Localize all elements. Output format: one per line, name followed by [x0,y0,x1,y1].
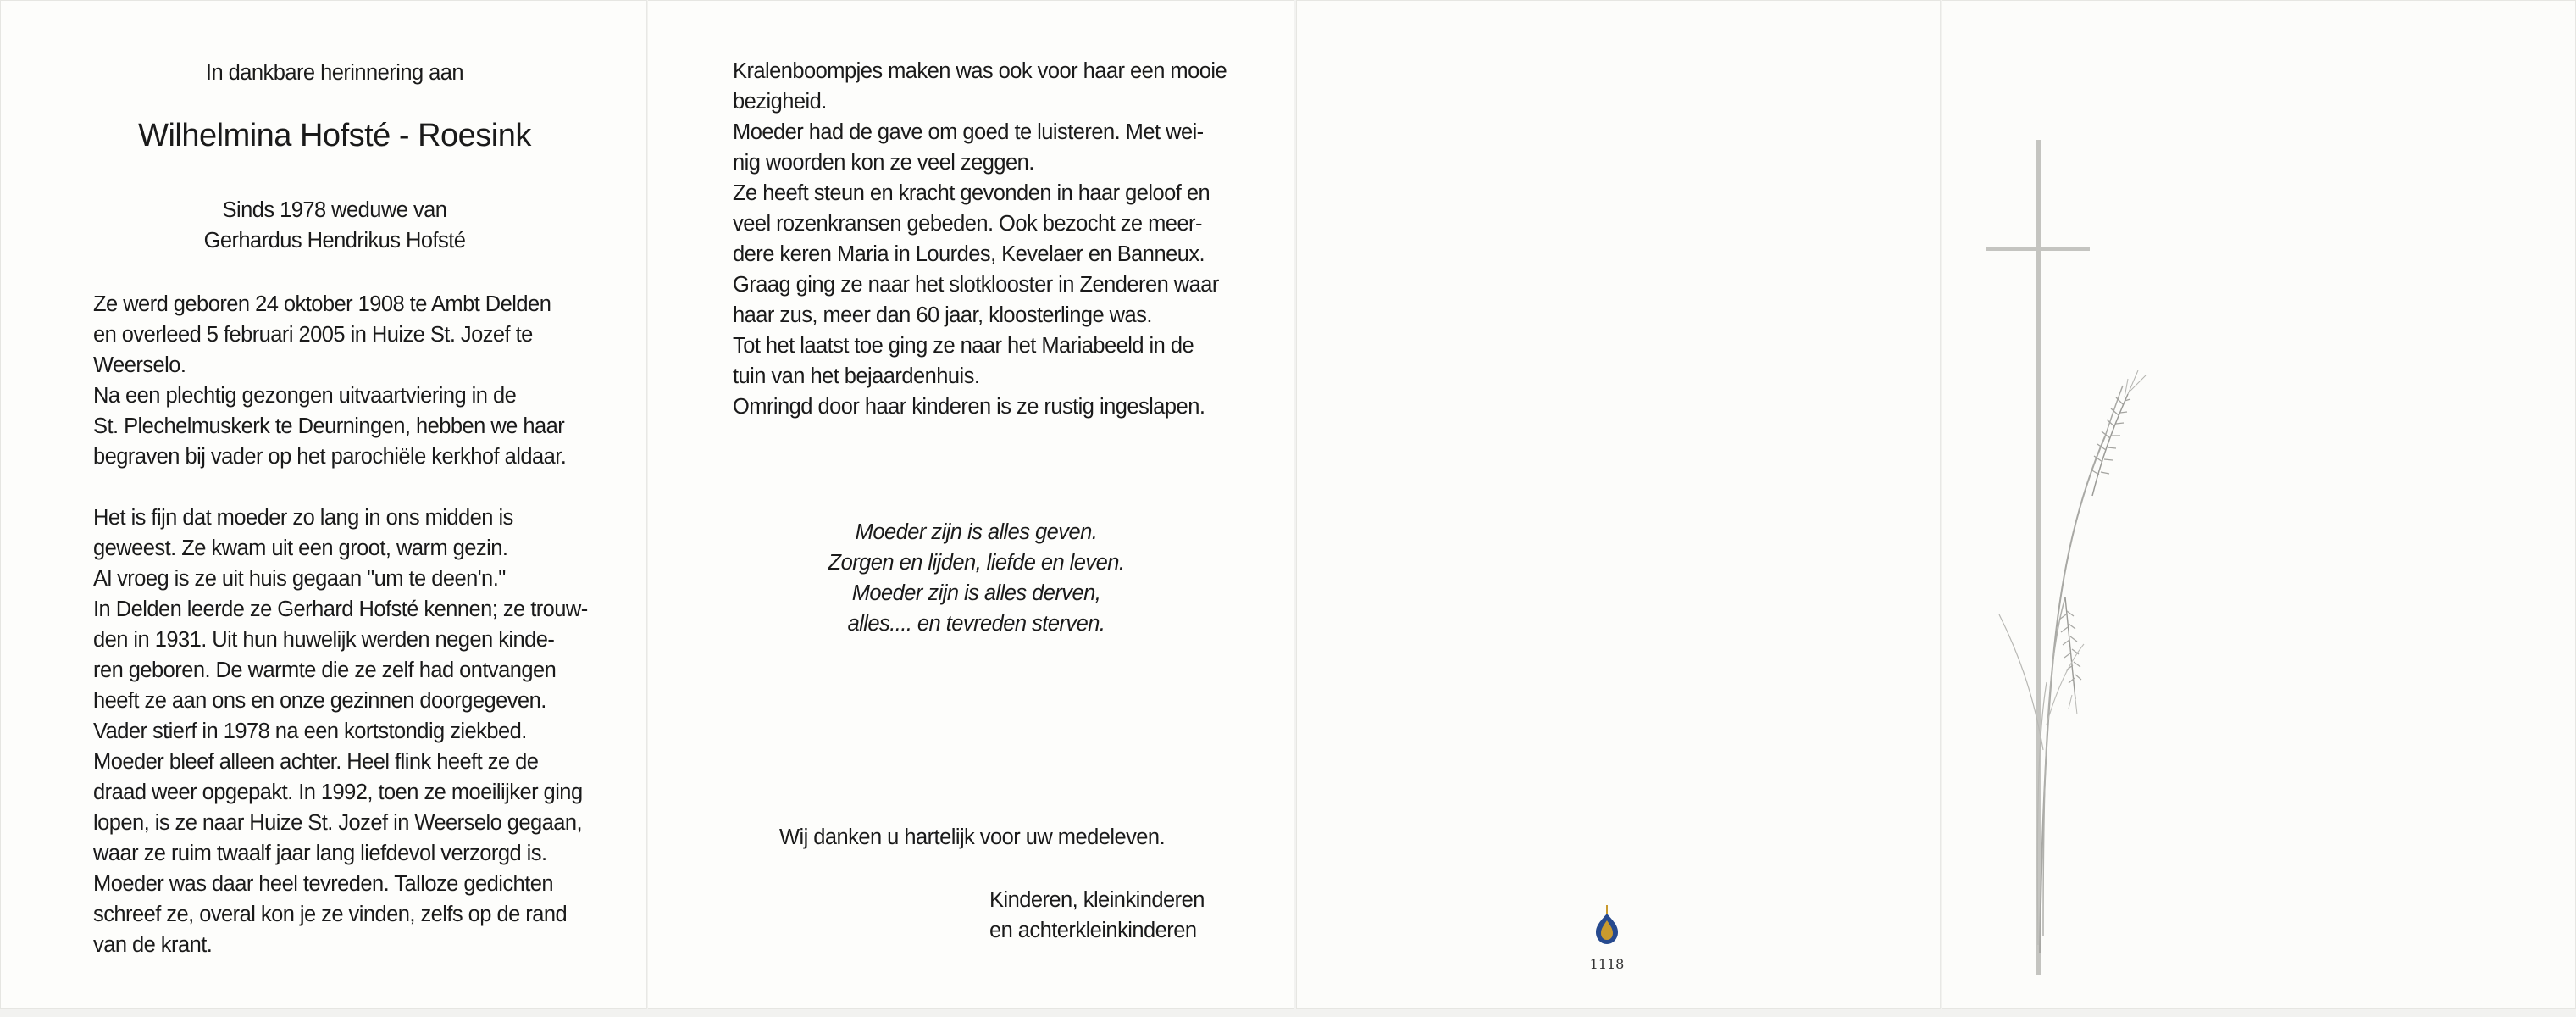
text-line: tuin van het bejaardenhuis. [733,364,980,388]
text-line: bezigheid. [733,90,827,114]
text-line: geweest. Ze kwam uit een groot, warm gezin. [93,536,508,560]
text-line: en overleed 5 februari 2005 in Huize St. Jozef te [93,323,533,347]
widow-line: Sinds 1978 weduwe van [222,198,447,222]
poem-line: Moeder zijn is alles derven, [851,581,1101,605]
text-line: Tot het laatst toe ging ze naar het Mariabeeld in de [733,334,1194,358]
text-line: draad weer opgepakt. In 1992, toen ze moeilijker ging [93,781,583,804]
text-line: Al vroeg is ze uit huis gegaan "um te deen'n." [93,567,506,591]
text-line: Ze werd geboren 24 oktober 1908 te Ambt Delden [93,292,551,316]
fold-line-inner [646,0,648,1009]
text-line: van de krant. [93,933,213,957]
text-line: In Delden leerde ze Gerhard Hofsté kennen; ze trouw- [93,597,588,621]
drop-logo-icon [1594,905,1620,946]
memorial-header: In dankbare herinnering aan [205,61,464,85]
print-number: 1118 [1589,956,1625,972]
text-line: Het is fijn dat moeder zo lang in ons midden is [93,506,513,530]
text-line: waar ze ruim twaalf jaar lang liefdevol verzorgd is. [93,842,547,865]
poem-line: Zorgen en lijden, liefde en leven. [828,551,1125,575]
widow-line: Gerhardus Hendrikus Hofsté [203,229,466,253]
text-line: Moeder was daar heel tevreden. Talloze gedichten [93,872,553,896]
thanks-line: Wij danken u hartelijk voor uw medeleven. [779,825,1166,849]
text-line: Vader stierf in 1978 na een kortstondig ziekbed. [93,720,527,743]
text-line: dere keren Maria in Lourdes, Kevelaer en Banneux. [733,242,1205,266]
text-line: Moeder bleef alleen achter. Heel flink heeft ze de [93,750,539,774]
cross-and-wheat-icon [1965,140,2236,979]
text-line: den in 1931. Uit hun huwelijk werden negen kinde- [93,628,555,652]
poem-line: Moeder zijn is alles geven. [855,520,1098,544]
text-line: St. Plechelmuskerk te Deurningen, hebben we haar [93,414,565,438]
text-line: Graag ging ze naar het slotklooster in Zenderen waar [733,273,1219,297]
fold-line-outer [1940,0,1942,1009]
text-line: schreef ze, overal kon je ze vinden, zelfs op de rand [93,903,568,926]
deceased-name: Wilhelmina Hofsté - Roesink [138,118,531,153]
signature-line: Kinderen, kleinkinderen [989,888,1205,912]
text-line: veel rozenkransen gebeden. Ook bezocht ze meer- [733,212,1202,236]
text-line: Omringd door haar kinderen is ze rustig ingeslapen. [733,395,1205,419]
card-outer-spread [1296,0,2576,1009]
text-line: lopen, is ze naar Huize St. Jozef in Weerselo gegaan, [93,811,583,835]
text-line: Moeder had de gave om goed te luisteren. Met wei- [733,120,1204,144]
text-line: nig woorden kon ze veel zeggen. [733,151,1034,175]
signature-line: en achterkleinkinderen [989,919,1197,942]
text-line: Ze heeft steun en kracht gevonden in haar geloof en [733,181,1210,205]
text-line: heeft ze aan ons en onze gezinnen doorgegeven. [93,689,546,713]
text-line: ren geboren. De warmte die ze zelf had ontvangen [93,659,557,682]
text-line: Weerselo. [93,353,186,377]
poem-line: alles.... en tevreden sterven. [847,612,1105,636]
text-line: Na een plechtig gezongen uitvaartviering in de [93,384,517,408]
text-line: Kralenboompjes maken was ook voor haar een mooie [733,59,1227,83]
text-line: begraven bij vader op het parochiële kerkhof aldaar. [93,445,567,469]
text-line: haar zus, meer dan 60 jaar, kloosterlinge was. [733,303,1152,327]
